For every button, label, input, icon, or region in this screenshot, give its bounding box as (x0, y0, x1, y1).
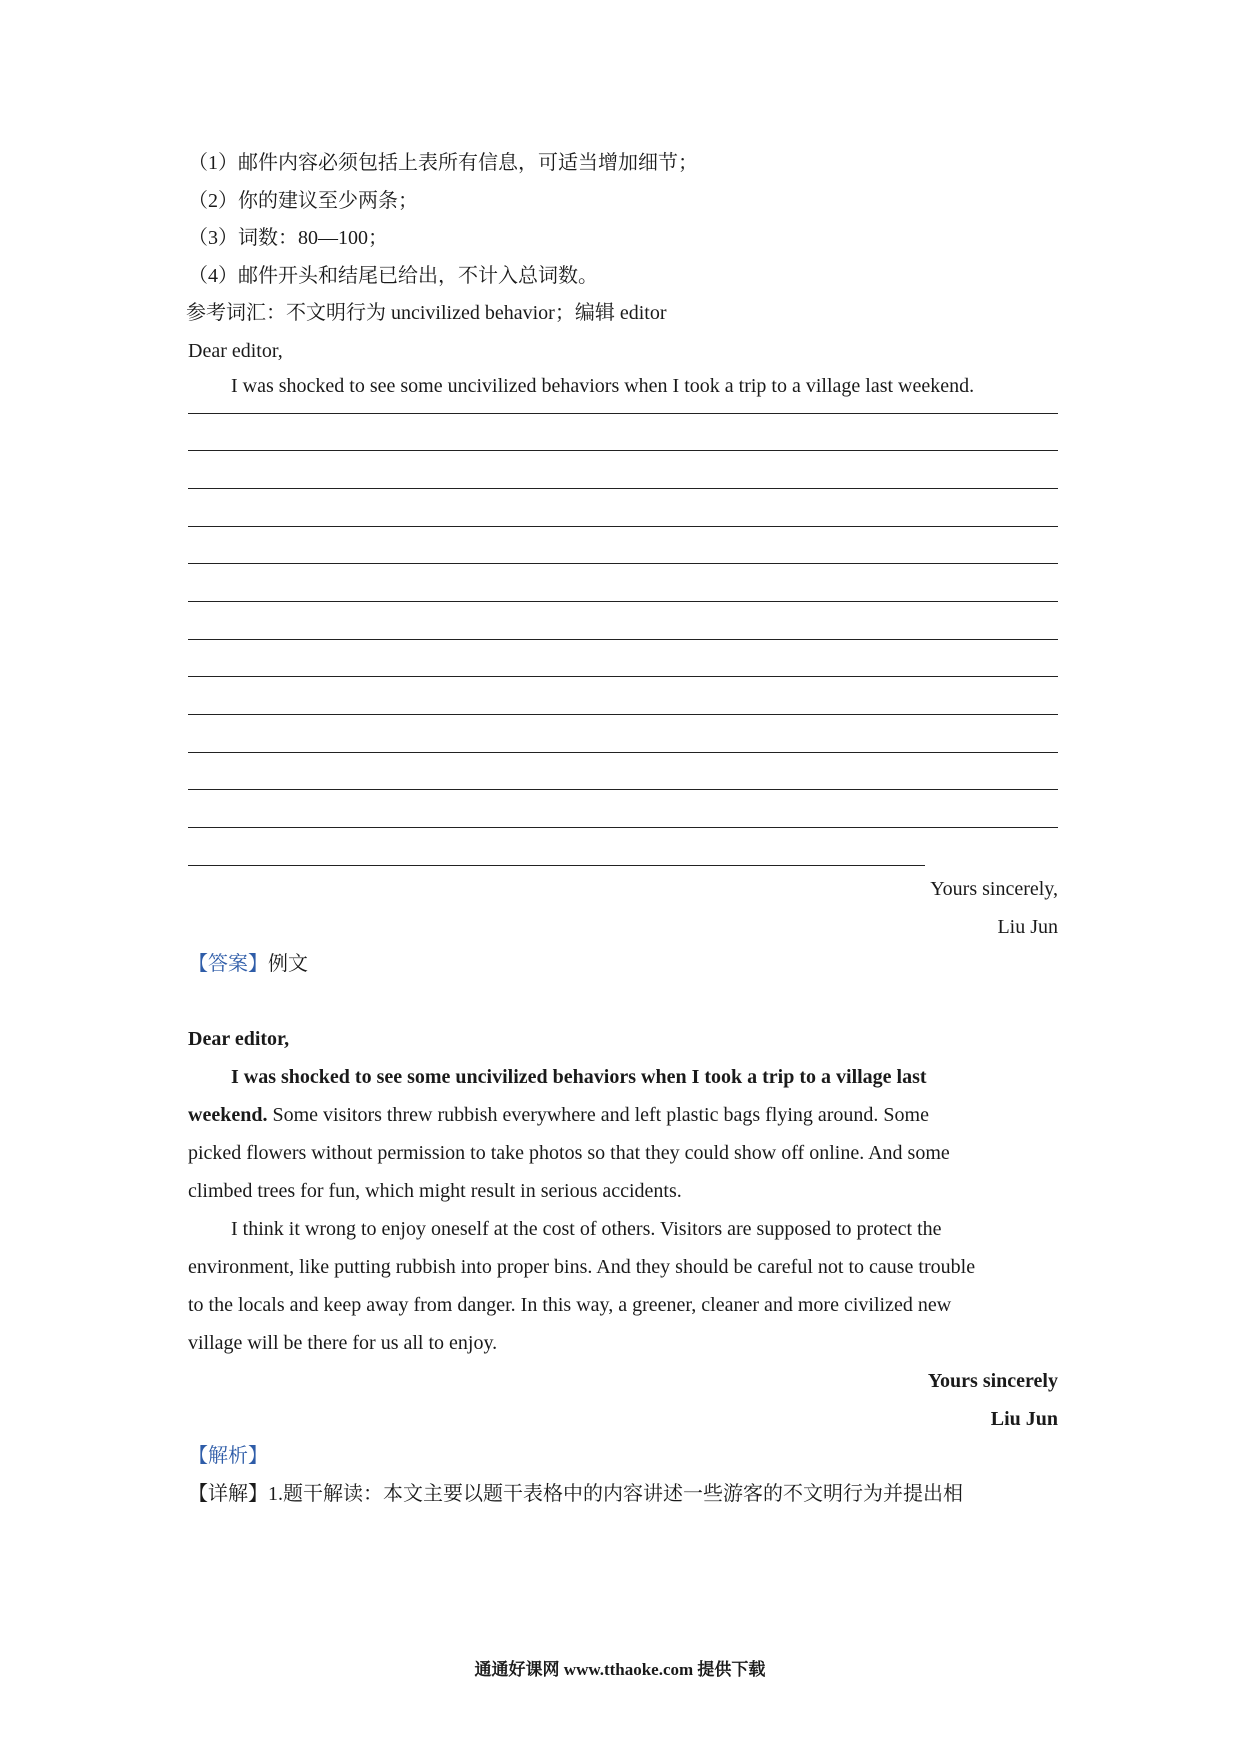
writing-line (188, 563, 1058, 564)
writing-line (188, 601, 1058, 602)
detail-label: 【详解】 (188, 1482, 268, 1505)
requirement-2: （2）你的建议至少两条； (188, 189, 418, 212)
essay-name: Liu Jun (990, 1408, 1058, 1431)
writing-line (188, 865, 925, 866)
essay-p1-bold-end: weekend. (188, 1104, 268, 1127)
essay-p2-line3: to the locals and keep away from danger. In this way, a greener, cleaner and more civilized new (188, 1294, 952, 1317)
writing-lines (188, 413, 1058, 866)
letter-opening: I was shocked to see some uncivilized behaviors when I took a trip to a village last weekend. (231, 374, 975, 397)
vocab-hint: 参考词汇：不文明行为 uncivilized behavior；编辑 editor (186, 302, 667, 324)
essay-p1-line4: climbed trees for fun, which might result in serious accidents. (188, 1180, 682, 1203)
requirement-3: （3）词数：80—100； (188, 227, 388, 249)
analysis-heading (188, 1438, 1058, 1476)
writing-line (188, 752, 1058, 753)
essay-closing: Yours sincerely (927, 1370, 1058, 1393)
analysis-label: 【解析】 (188, 1445, 268, 1468)
requirement-4: （4）邮件开头和结尾已给出，不计入总词数。 (188, 264, 598, 287)
letter-name: Liu Jun (997, 915, 1058, 938)
writing-line (188, 413, 1058, 414)
answer-label: 【答案】 (188, 952, 268, 975)
essay-p1-line3: picked flowers without permission to take photos so that they could show off online. And some (188, 1142, 950, 1165)
analysis-detail (188, 1476, 1058, 1514)
writing-line (188, 827, 1058, 828)
model-essay (188, 1020, 1058, 1438)
writing-line (188, 450, 1058, 451)
letter-closing: Yours sincerely, (930, 877, 1058, 900)
requirement-1: （1）邮件内容必须包括上表所有信息，可适当增加细节； (188, 152, 698, 174)
essay-salutation: Dear editor, (188, 1028, 290, 1051)
writing-line (188, 488, 1058, 489)
writing-line (188, 676, 1058, 677)
essay-p1-line1: I was shocked to see some uncivilized behaviors when I took a trip to a village last (231, 1066, 927, 1089)
detail-text: 1.题干解读：本文主要以题干表格中的内容讲述一些游客的不文明行为并提出相 (268, 1482, 963, 1505)
writing-line (188, 789, 1058, 790)
essay-p1-line2 (188, 1096, 1058, 1134)
essay-p2-line2: environment, like putting rubbish into proper bins. And they should be careful not to cause trouble (188, 1256, 976, 1279)
writing-line (188, 714, 1058, 715)
essay-p2-line1: I think it wrong to enjoy oneself at the cost of others. Visitors are supposed to protect the (231, 1218, 942, 1241)
page-footer: 通通好课网 www.tthaoke.com 提供下载 (474, 1660, 766, 1679)
writing-line (188, 526, 1058, 527)
answer-label-text: 例文 (268, 952, 308, 975)
answer-heading (188, 946, 1058, 984)
writing-line (188, 639, 1058, 640)
essay-p2-line4: village will be there for us all to enjoy. (188, 1332, 498, 1355)
document-body (188, 145, 1058, 1513)
essay-p1-rest: Some visitors threw rubbish everywhere and left plastic bags flying around. Some (267, 1104, 929, 1127)
letter-salutation: Dear editor, (188, 339, 283, 362)
